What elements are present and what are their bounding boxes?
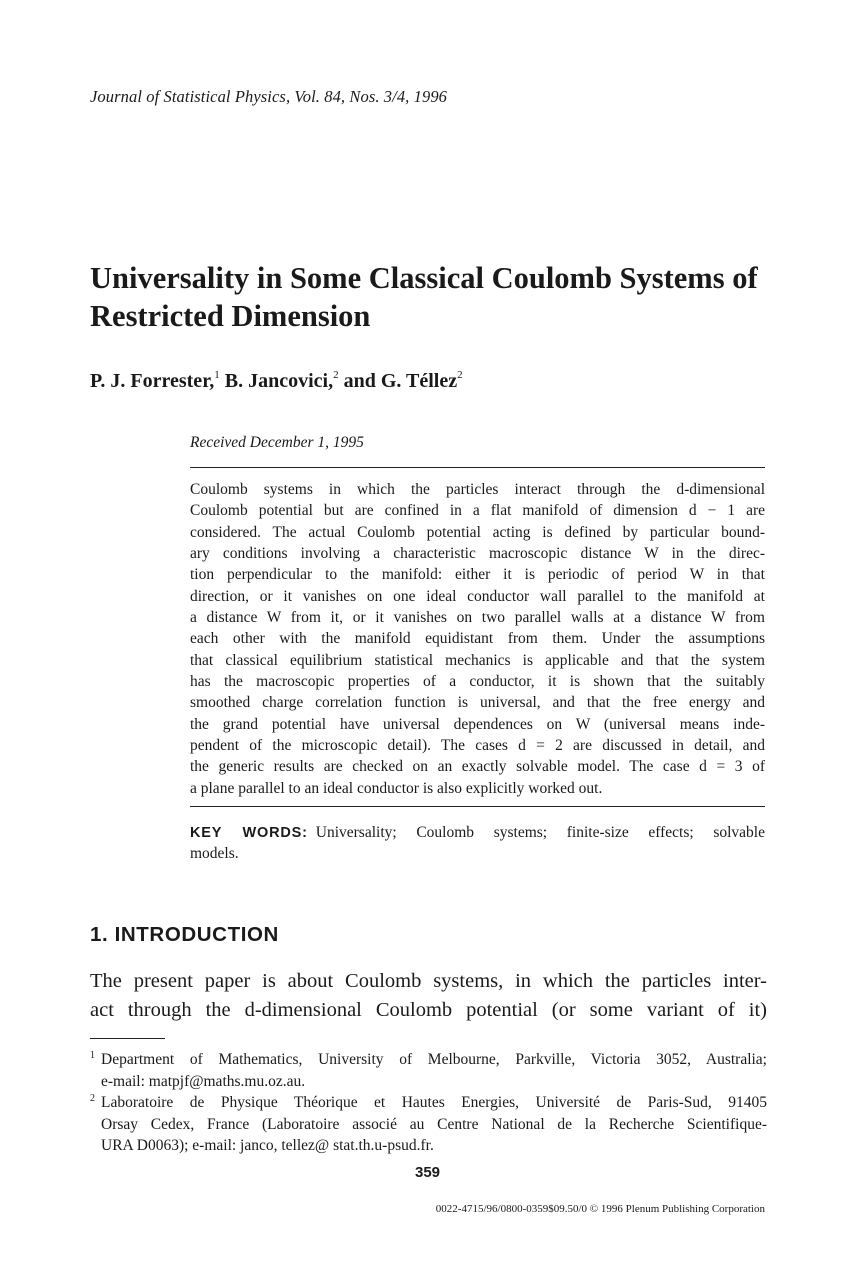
received-date: Received December 1, 1995 <box>190 434 364 451</box>
footnote-mark: 2 <box>90 1093 95 1104</box>
keywords <box>190 822 765 865</box>
footnote-line: e-mail: matpjf@maths.mu.oz.au. <box>101 1072 306 1090</box>
abstract-line: Coulomb systems in which the particles interact through the d-dimensional <box>190 481 765 498</box>
title-line: Universality in Some Classical Coulomb Systems of <box>90 261 758 295</box>
author-list <box>90 369 463 393</box>
footnote-1 <box>90 1049 767 1092</box>
abstract-line: the generic results are checked on an exactly solvable model. The case d = 3 of <box>190 758 765 776</box>
abstract <box>190 479 765 799</box>
footnote-2 <box>90 1092 767 1157</box>
affiliation-mark: 1 <box>214 369 220 381</box>
abstract-line: has the macroscopic properties of a conductor, it is shown that the suitably <box>190 673 765 691</box>
abstract-line: ary conditions involving a characteristic macroscopic distance W in the direc- <box>190 545 765 563</box>
section-heading: 1. INTRODUCTION <box>90 923 279 946</box>
footnote-line: Laboratoire de Physique Théorique et Hautes Energies, Université de Paris-Sud, 91405 <box>101 1094 767 1111</box>
copyright-line: 0022-4715/96/0800-0359$09.50/0 © 1996 Plenum Publishing Corporation <box>435 1203 765 1215</box>
affiliation-mark: 2 <box>333 369 339 381</box>
title-line: Restricted Dimension <box>90 299 371 333</box>
abstract-line: smoothed charge correlation function is universal, and that the free energy and <box>190 694 765 712</box>
abstract-line: Coulomb potential but are confined in a flat manifold of dimension d − 1 are <box>190 502 765 520</box>
abstract-line: direction, or it vanishes on one ideal conductor wall parallel to the manifold at <box>190 587 765 605</box>
abstract-line: that classical equilibrium statistical mechanics is applicable and that the system <box>190 651 765 669</box>
abstract-line: pendent of the microscopic detail). The cases d = 2 are discussed in detail, and <box>190 737 765 755</box>
footnote-rule <box>90 1038 165 1039</box>
affiliation-mark: 2 <box>457 369 463 381</box>
body-text-line: The present paper is about Coulomb systems, in which the particles inter- <box>90 970 767 992</box>
author-name: and G. Téllez <box>343 370 458 392</box>
abstract-bottom-rule <box>190 806 765 807</box>
abstract-line: the grand potential have universal dependences on W (universal means inde- <box>190 715 765 733</box>
author-name: P. J. Forrester, <box>90 370 215 392</box>
page-number: 359 <box>414 1164 441 1181</box>
paper-title <box>90 259 790 335</box>
footnote-mark: 1 <box>90 1050 95 1061</box>
abstract-top-rule <box>190 467 765 468</box>
footnote-line: Department of Mathematics, University of Melbourne, Parkville, Victoria 3052, Australia; <box>101 1051 767 1068</box>
abstract-line: a plane parallel to an ideal conductor is also explicitly worked out. <box>190 779 603 797</box>
abstract-line: tion perpendicular to the manifold: either it is periodic of period W in that <box>190 566 765 584</box>
keywords-label: KEY WORDS: <box>190 825 308 841</box>
abstract-line: a distance W from it, or it vanishes on two parallel walls at a distance W from <box>190 609 765 627</box>
intro-paragraph <box>90 967 767 1025</box>
keywords-line <box>190 822 765 843</box>
author-name: B. Jancovici, <box>224 370 334 392</box>
journal-citation: Journal of Statistical Physics, Vol. 84, Nos. 3/4, 1996 <box>90 87 448 106</box>
footnotes <box>90 1049 767 1157</box>
keywords-text: Universality; Coulomb systems; finite-size effects; solvable <box>315 824 765 841</box>
footnote-line: Orsay Cedex, France (Laboratoire associé au Centre National de la Recherche Scientifique- <box>101 1115 767 1133</box>
body-text-line: act through the d-dimensional Coulomb potential (or some variant of it) <box>90 999 767 1021</box>
footnote-line: URA D0063); e-mail: janco, tellez@ stat.th.u-psud.fr. <box>101 1137 434 1154</box>
abstract-line: each other with the manifold equidistant from them. Under the assumptions <box>190 630 765 648</box>
abstract-line: considered. The actual Coulomb potential acting is defined by particular bound- <box>190 523 765 541</box>
keywords-line: models. <box>190 845 239 863</box>
